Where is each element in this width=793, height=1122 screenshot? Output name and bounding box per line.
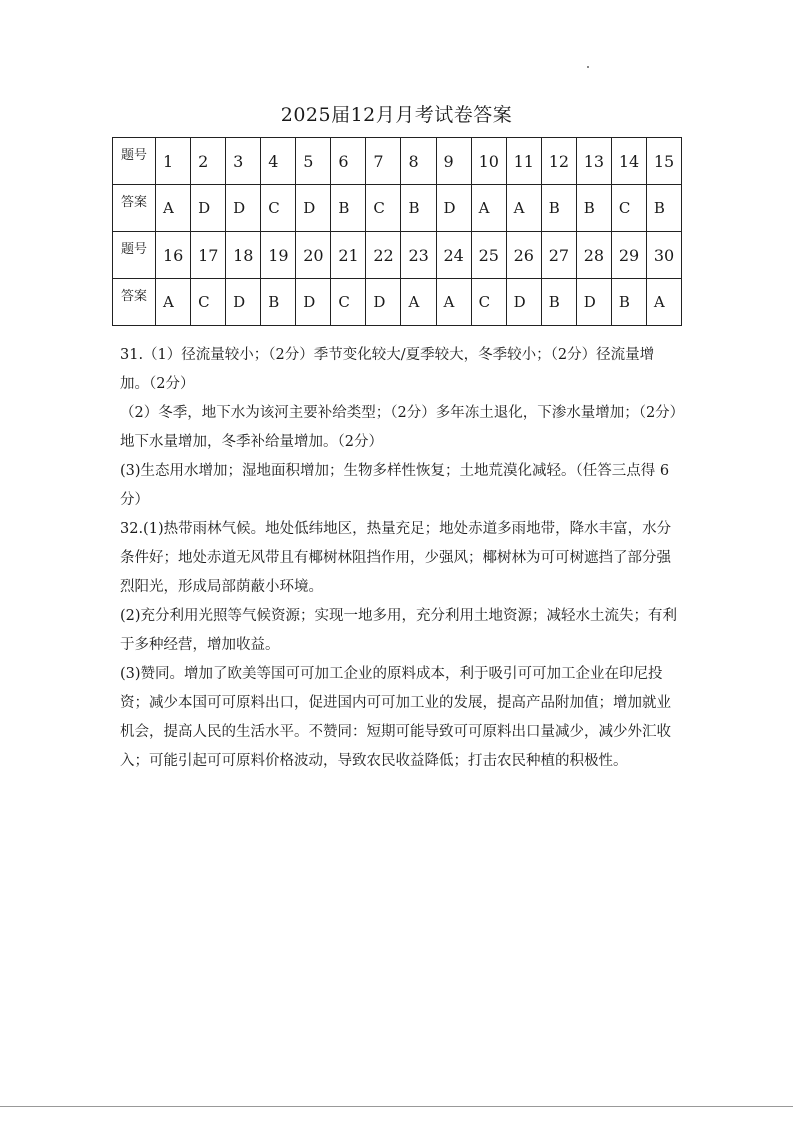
question-number-cell: 29 <box>611 232 646 279</box>
question-number-cell: 11 <box>506 138 541 185</box>
answer-cell: B <box>576 185 611 232</box>
answer-cell: D <box>366 279 401 326</box>
question-number-cell: 18 <box>226 232 261 279</box>
table-row <box>113 279 682 326</box>
answer-cell: C <box>331 279 366 326</box>
page-bottom-rule <box>0 1106 793 1107</box>
answer-cell: D <box>226 185 261 232</box>
q31-part2: （2）冬季，地下水为该河主要补给类型；（2分）多年冻土退化，下渗水量增加；（2分）地下水量增加，冬季补给量增加。（2分） <box>120 405 677 450</box>
answer-key-table <box>112 137 682 326</box>
row-label-number: 题号 <box>113 232 156 279</box>
answer-cell: B <box>611 279 646 326</box>
answer-cell: D <box>296 185 331 232</box>
question-number-cell: 22 <box>366 232 401 279</box>
answer-cell: A <box>436 279 471 326</box>
scan-dot <box>587 66 589 68</box>
q31-part1: 31.（1）径流量较小；（2分）季节变化较大/夏季较大，冬季较小；（2分）径流量增加。（2分） <box>120 347 655 392</box>
question-number-cell: 28 <box>576 232 611 279</box>
question-number-cell: 2 <box>191 138 226 185</box>
answer-cell: D <box>436 185 471 232</box>
question-number-cell: 19 <box>261 232 296 279</box>
question-number-cell: 21 <box>331 232 366 279</box>
question-number-cell: 15 <box>646 138 681 185</box>
answer-cell: B <box>646 185 681 232</box>
row-label-answer: 答案 <box>113 279 156 326</box>
question-number-cell: 7 <box>366 138 401 185</box>
question-number-cell: 17 <box>191 232 226 279</box>
question-number-cell: 10 <box>471 138 506 185</box>
question-number-cell: 30 <box>646 232 681 279</box>
answer-cell: C <box>471 279 506 326</box>
question-number-cell: 26 <box>506 232 541 279</box>
q32-part3: (3)赞同。增加了欧美等国可可加工企业的原料成本，利于吸引可可加工企业在印尼投资；减少本国可可原料出口，促进国内可可加工业的发展，提高产品附加值；增加就业机会，提高人民的生活水平。不赞同：短期可能导致可可原料出口量减少，减少外汇收入；可能引起可可原料价格波动，导致农民收益降低；打击农民种植的积极性。 <box>120 666 671 769</box>
question-number-cell: 23 <box>401 232 436 279</box>
page-title: 2025届12月月考试卷答案 <box>280 104 513 126</box>
answer-cell: A <box>156 185 191 232</box>
question-number-cell: 25 <box>471 232 506 279</box>
question-number-cell: 24 <box>436 232 471 279</box>
question-number-cell: 1 <box>156 138 191 185</box>
table-row <box>113 138 682 185</box>
question-number-cell: 3 <box>226 138 261 185</box>
answer-cell: A <box>401 279 436 326</box>
question-number-cell: 20 <box>296 232 331 279</box>
answer-cell: B <box>541 185 576 232</box>
q32-part1: 32.(1)热带雨林气候。地处低纬地区，热量充足；地处赤道多雨地带，降水丰富，水分条件好；地处赤道无风带且有椰树林阻挡作用，少强风；椰树林为可可树遮挡了部分强烈阳光，形成局部荫蔽小环境。 <box>120 521 672 595</box>
question-number-cell: 14 <box>611 138 646 185</box>
question-number-cell: 27 <box>541 232 576 279</box>
answer-cell: D <box>296 279 331 326</box>
q31-part3: (3)生态用水增加；湿地面积增加；生物多样性恢复；土地荒漠化减轻。（任答三点得 6 分） <box>120 463 670 508</box>
answer-cell: B <box>401 185 436 232</box>
table-row <box>113 232 682 279</box>
answer-cell: A <box>506 185 541 232</box>
question-number-cell: 5 <box>296 138 331 185</box>
question-number-cell: 8 <box>401 138 436 185</box>
answer-text-block <box>120 341 680 776</box>
answer-cell: C <box>261 185 296 232</box>
table-row <box>113 185 682 232</box>
question-number-cell: 4 <box>261 138 296 185</box>
answer-cell: D <box>506 279 541 326</box>
question-number-cell: 13 <box>576 138 611 185</box>
answer-cell: C <box>611 185 646 232</box>
question-number-cell: 6 <box>331 138 366 185</box>
answer-cell: D <box>576 279 611 326</box>
answer-cell: D <box>191 185 226 232</box>
answer-cell: B <box>331 185 366 232</box>
answer-cell: B <box>541 279 576 326</box>
answer-cell: C <box>366 185 401 232</box>
question-number-cell: 12 <box>541 138 576 185</box>
row-label-number: 题号 <box>113 138 156 185</box>
q32-part2: (2)充分利用光照等气候资源；实现一地多用，充分利用土地资源；减轻水土流失；有利于多种经营，增加收益。 <box>120 608 678 653</box>
question-number-cell: 16 <box>156 232 191 279</box>
answer-cell: A <box>156 279 191 326</box>
question-number-cell: 9 <box>436 138 471 185</box>
row-label-answer: 答案 <box>113 185 156 232</box>
answer-cell: C <box>191 279 226 326</box>
answer-cell: D <box>226 279 261 326</box>
answer-cell: B <box>261 279 296 326</box>
answer-cell: A <box>471 185 506 232</box>
answer-cell: A <box>646 279 681 326</box>
